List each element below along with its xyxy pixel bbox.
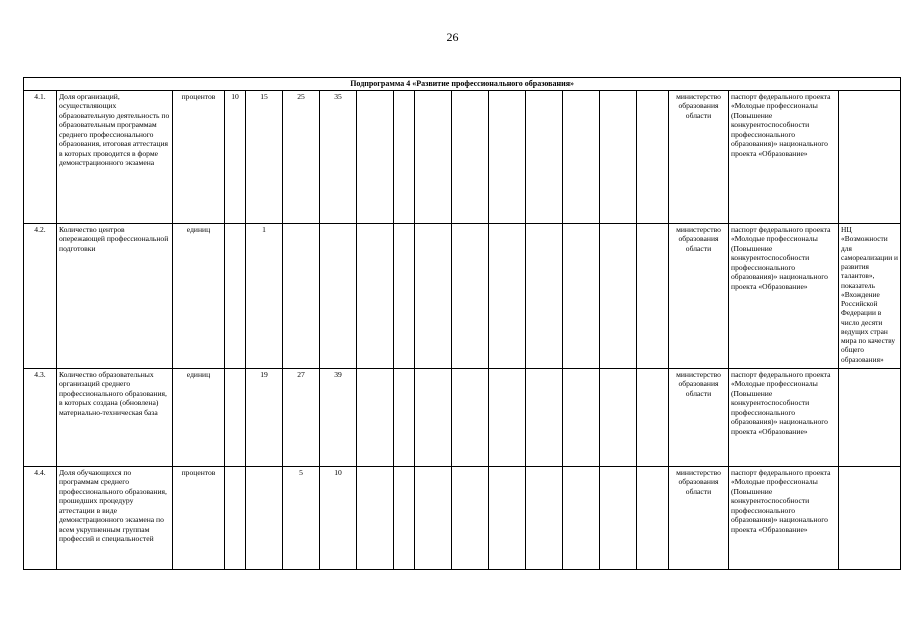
value-cell [225, 224, 246, 369]
unit-cell: единиц [173, 369, 225, 467]
value-cell: 5 [283, 467, 320, 570]
source-cell: паспорт федерального проекта «Молодые профессионалы (Повышение конкурентоспособности профессионального образования)» национального проекта «Образование» [729, 467, 839, 570]
value-cell [489, 369, 526, 467]
unit-cell: процентов [173, 467, 225, 570]
source-cell: паспорт федерального проекта «Молодые профессионалы (Повышение конкурентоспособности профессионального образования)» национального проекта «Образование» [729, 224, 839, 369]
value-cell [357, 369, 394, 467]
table-row [24, 369, 901, 467]
value-cell [637, 224, 669, 369]
value-cell [526, 224, 563, 369]
value-cell [489, 224, 526, 369]
value-cell [563, 467, 600, 570]
value-cell [452, 467, 489, 570]
value-cell [415, 224, 452, 369]
table-row [24, 91, 901, 224]
value-cell [394, 91, 415, 224]
value-cell [415, 91, 452, 224]
national-goal-cell [839, 467, 901, 570]
value-cell [225, 467, 246, 570]
indicator-name: Количество центров опережающей профессиональной подготовки [57, 224, 173, 369]
source-cell: паспорт федерального проекта «Молодые профессионалы (Повышение конкурентоспособности профессионального образования)» национального проекта «Образование» [729, 369, 839, 467]
value-cell [563, 369, 600, 467]
value-cell [394, 467, 415, 570]
value-cell [563, 224, 600, 369]
value-cell: 10 [320, 467, 357, 570]
table-row [24, 467, 901, 570]
page-number: 26 [446, 30, 459, 44]
value-cell [415, 467, 452, 570]
indicator-name: Доля организаций, осуществляющих образовательную деятельность по образовательным программам среднего профессионального образования, итоговая аттестация в которых проводится в форме демонстрационного экзамена [57, 91, 173, 224]
value-cell [600, 369, 637, 467]
value-cell [452, 369, 489, 467]
national-goal-cell [839, 369, 901, 467]
value-cell [283, 224, 320, 369]
value-cell [600, 467, 637, 570]
value-cell [526, 467, 563, 570]
subprogram-title: Подпрограмма 4 «Развитие профессионального образования» [24, 78, 901, 91]
indicator-name: Доля обучающихся по программам среднего профессионального образования, прошедших процедуру аттестации в виде демонстрационного экзамена по всем укрупненным группам профессий и специальностей [57, 467, 173, 570]
value-cell: 15 [246, 91, 283, 224]
value-cell: 27 [283, 369, 320, 467]
table-row [24, 224, 901, 369]
national-goal-cell: НЦ «Возможности для самореализации и развития талантов», показатель «Вхождение Российской Федерации в число десяти ведущих стран мира по качеству общего образования» [839, 224, 901, 369]
value-cell: 19 [246, 369, 283, 467]
row-number: 4.1. [24, 91, 57, 224]
value-cell [526, 369, 563, 467]
indicators-table [23, 77, 901, 570]
source-cell: паспорт федерального проекта «Молодые профессионалы (Повышение конкурентоспособности профессионального образования)» национального проекта «Образование» [729, 91, 839, 224]
indicator-name: Количество образовательных организаций среднего профессионального образования, в которых создана (обновлена) материально-техническая база [57, 369, 173, 467]
value-cell [357, 224, 394, 369]
value-cell [637, 369, 669, 467]
value-cell [637, 91, 669, 224]
unit-cell: единиц [173, 224, 225, 369]
value-cell [600, 91, 637, 224]
row-number: 4.2. [24, 224, 57, 369]
responsible-cell: министерство образования области [669, 467, 729, 570]
value-cell [225, 369, 246, 467]
value-cell [526, 91, 563, 224]
value-cell [415, 369, 452, 467]
value-cell [246, 467, 283, 570]
responsible-cell: министерство образования области [669, 369, 729, 467]
subprogram-header-row [24, 78, 901, 91]
value-cell: 25 [283, 91, 320, 224]
responsible-cell: министерство образования области [669, 91, 729, 224]
value-cell: 1 [246, 224, 283, 369]
row-number: 4.3. [24, 369, 57, 467]
value-cell [489, 91, 526, 224]
value-cell [394, 369, 415, 467]
value-cell [452, 91, 489, 224]
national-goal-cell [839, 91, 901, 224]
value-cell [357, 467, 394, 570]
value-cell [357, 91, 394, 224]
value-cell [637, 467, 669, 570]
unit-cell: процентов [173, 91, 225, 224]
value-cell [320, 224, 357, 369]
value-cell: 10 [225, 91, 246, 224]
responsible-cell: министерство образования области [669, 224, 729, 369]
value-cell [394, 224, 415, 369]
value-cell: 35 [320, 91, 357, 224]
value-cell [600, 224, 637, 369]
value-cell [563, 91, 600, 224]
value-cell: 39 [320, 369, 357, 467]
value-cell [489, 467, 526, 570]
row-number: 4.4. [24, 467, 57, 570]
value-cell [452, 224, 489, 369]
